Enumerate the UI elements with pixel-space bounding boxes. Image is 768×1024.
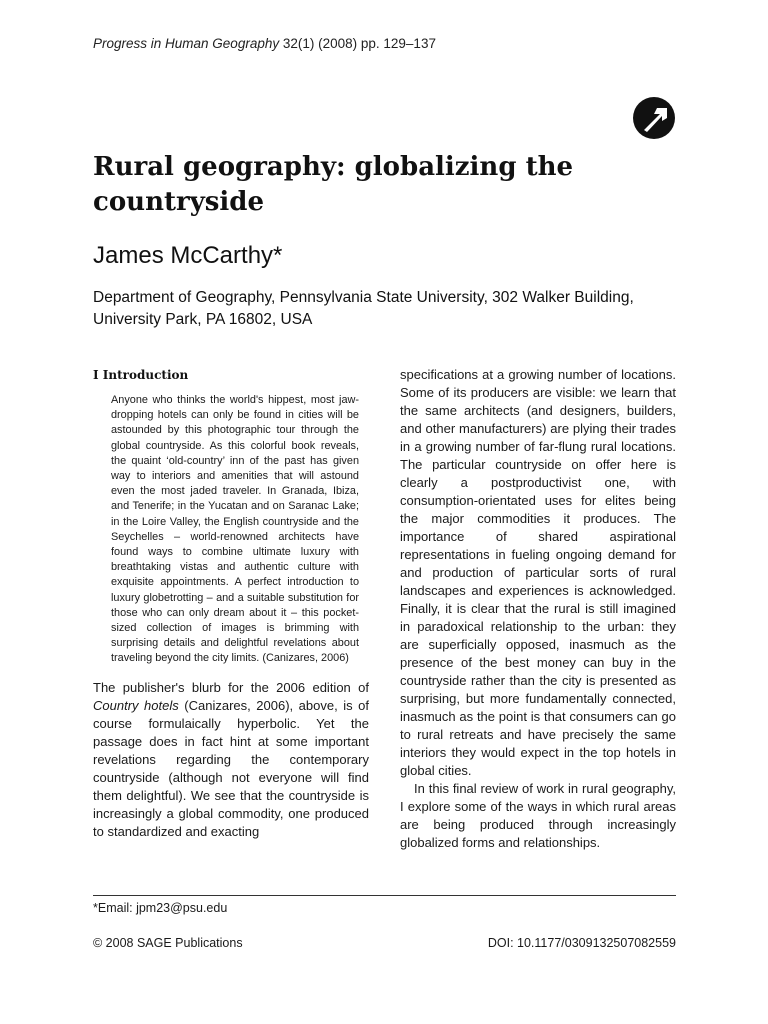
left-column [93, 366, 369, 841]
body-paragraph-continued: specifications at a growing number of locations. Some of its producers are visible: we learn that the same architects (and designers, builders, and other manufacturers) are plying their trades in a growing number of far-flung rural locations. The particular countryside on offer here is clearly a postproductivist one, with consumption-orientated uses for elites being the major commodities it produces. The importance of shared aspirational representations in fueling ongoing demand for and production of particular sorts of rural landscapes and experiences is acknowledged. Finally, it is clear that the rural is still imagined in paradoxical relationship to the urban: they are superficially opposed, inasmuch as the presence of the best money can buy in the countryside rather than the city is presented as surprising, but more fundamentally connected, inasmuch as the point is that consumers can go to rural retreats and have precisely the same interiors they would expect in the top hotels in global cities. [400, 367, 676, 778]
article-title: Rural geography: globalizing the countryside [93, 152, 574, 217]
footnote-email: *Email: jpm23@psu.edu [93, 901, 228, 915]
paragraph-text: (Canizares, 2006), above, is of course formulaically hyperbolic. Yet the passage does in fact hint at some important revelations regarding the contemporary countryside (although not everyone will find them delightful). We see that the countryside is increasingly a global commodity, one produced to standardized and exacting [93, 697, 369, 839]
paragraph-text: The publisher's blurb for the 2006 edition of [93, 679, 369, 695]
author-affiliation: Department of Geography, Pennsylvania State University, 302 Walker Building, University Park, PA 16802, USA [93, 289, 634, 328]
section-heading: I Introduction [93, 368, 189, 382]
journal-volume-pages: 32(1) (2008) pp. 129–137 [279, 36, 436, 51]
right-column [400, 366, 676, 852]
footnote-divider [93, 895, 676, 896]
publisher-arrow-icon [633, 97, 675, 139]
block-quote-text: Anyone who thinks the world's hippest, most jaw-dropping hotels can only be found in cities will be astounded by this photographic tour through the global countryside. As this colorful book reveals, the quaint ‘old-country’ inn of the past has given way to interiors and amenities that will astound even the most jaded traveler. In Granada, Ibiza, and Tenerife; in the Yucatan and on Saranac Lake; in the Loire Valley, the English countryside and the Seychelles – world-renowned architects have found ways to combine ultimate luxury with breathtaking vistas and authentic culture with exquisite appointments. A perfect introduction to luxury globetrotting – and a suitable substitution for those who can only dream about it – this pocket-sized collection of images is brimming with surprising details and delightful revelations about traveling beyond the city limits. (Canizares, 2006) [111, 394, 359, 665]
journal-citation [93, 36, 436, 51]
block-quote [111, 393, 359, 667]
body-paragraph: In this final review of work in rural geography, I explore some of the ways in which rural areas are being produced through increasingly globalized forms and relationships. [400, 781, 676, 850]
author-name: James McCarthy* [93, 242, 283, 269]
doi-identifier: DOI: 10.1177/0309132507082559 [487, 936, 676, 950]
journal-name: Progress in Human Geography [93, 36, 280, 51]
body-paragraph [93, 679, 369, 841]
copyright-notice: © 2008 SAGE Publications [93, 936, 243, 950]
book-title: Country hotels [93, 697, 179, 713]
